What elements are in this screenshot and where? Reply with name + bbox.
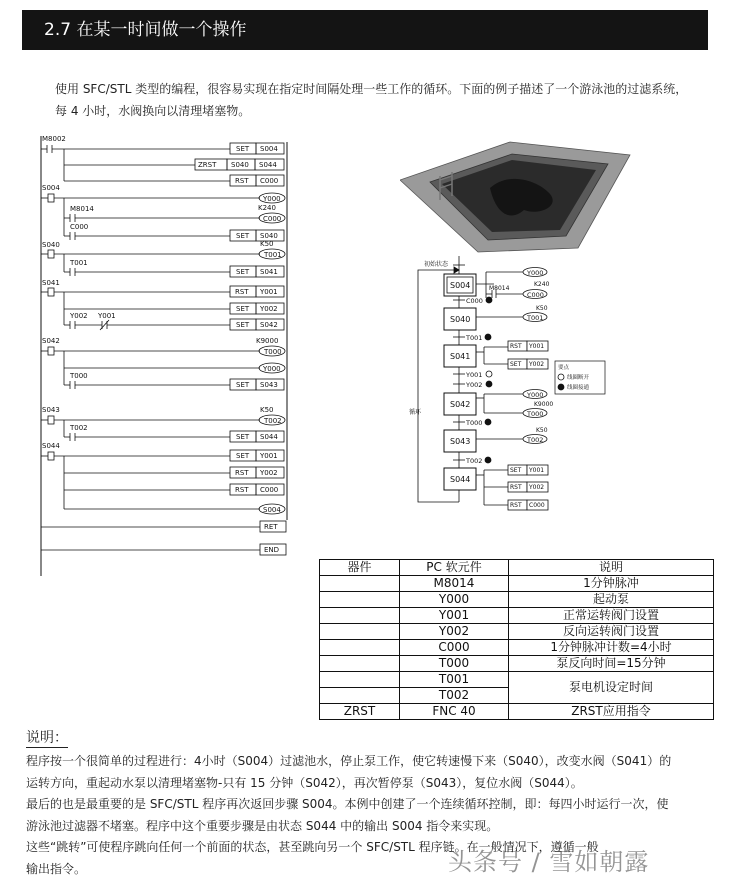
table-row xyxy=(320,624,714,640)
sfc-transition-y001: Y001 xyxy=(466,371,483,379)
sfc-const-k9000: K9000 xyxy=(534,401,554,408)
instr-set: SET xyxy=(236,452,250,460)
instr-operand: Y001 xyxy=(260,288,278,296)
instr-operand: S040 xyxy=(231,161,249,169)
watermark: 头条号 / 雪如朝露 xyxy=(448,848,650,876)
instr-operand: S040 xyxy=(260,232,278,240)
cell-device xyxy=(320,576,400,592)
instr-operand: S043 xyxy=(260,381,278,389)
instr-operand: Y002 xyxy=(260,469,278,477)
instr-set: SET xyxy=(236,321,250,329)
contact-label-y001: Y001 xyxy=(98,312,116,320)
rung-s004 xyxy=(41,184,285,241)
sfc-coil-t002: T002 xyxy=(527,436,544,444)
cell-element: FNC 40 xyxy=(400,704,509,720)
instr-operand: S041 xyxy=(260,268,278,276)
intro-line-1: 使用 SFC/STL 类型的编程，很容易实现在指定时间隔处理一些工作的循环。下面的例子描述了一个游泳池的过滤系统， xyxy=(55,82,688,96)
sfc-coil-y000: Y000 xyxy=(527,391,544,399)
header-desc: 说明 xyxy=(509,560,714,576)
sfc-step-s042: S042 xyxy=(450,400,471,409)
rung-s044 xyxy=(41,442,285,514)
cell-desc: 反向运转阀门设置 xyxy=(509,624,714,640)
instr-set: SET xyxy=(236,433,250,441)
cell-element: M8014 xyxy=(400,576,509,592)
coil-y000: Y000 xyxy=(263,365,281,373)
sfc-step-s043: S043 xyxy=(450,437,471,446)
table-row xyxy=(320,576,714,592)
sfc-operand: C000 xyxy=(529,502,545,509)
contact-label-y002: Y002 xyxy=(70,312,88,320)
cell-device xyxy=(320,656,400,672)
instr-operand: S044 xyxy=(259,161,277,169)
sfc-step-s004: S004 xyxy=(450,281,471,290)
const-k240: K240 xyxy=(258,204,276,212)
cell-device xyxy=(320,672,400,688)
instr-set: SET xyxy=(236,145,250,153)
const-k9000: K9000 xyxy=(256,337,279,345)
instr-operand: Y002 xyxy=(260,305,278,313)
section-header xyxy=(22,10,708,50)
instr-operand: S044 xyxy=(260,433,278,441)
coil-t001: T001 xyxy=(264,251,282,259)
cell-element: Y000 xyxy=(400,592,509,608)
explanation-line: 输出指令。 xyxy=(26,861,87,876)
instr-rst: RST xyxy=(235,469,249,477)
intro-line-2: 每 4 小时，水阀换向以清理堵塞物。 xyxy=(55,104,251,118)
cell-element: T002 xyxy=(400,688,509,704)
rung-s041 xyxy=(41,279,284,330)
table-row xyxy=(320,640,714,656)
cell-desc: 泵反向时间=15分钟 xyxy=(509,656,714,672)
sfc-const-k240: K240 xyxy=(534,281,550,288)
sfc-coil-t000: T000 xyxy=(527,410,544,418)
instr-operand: S004 xyxy=(260,145,278,153)
sfc-transition-c000: C000 xyxy=(466,297,483,305)
rung-s043 xyxy=(41,406,285,442)
cell-element: Y001 xyxy=(400,608,509,624)
sfc-instr-set: SET xyxy=(510,361,522,368)
sfc-transition-t002: T002 xyxy=(466,457,483,465)
explanation-title: 说明： xyxy=(26,730,68,746)
contact-label-m8014: M8014 xyxy=(70,205,94,213)
ladder-diagram xyxy=(38,130,298,578)
loop-label: 循环 xyxy=(409,409,422,416)
contact-label-s040: S040 xyxy=(42,241,60,249)
pool-illustration xyxy=(400,142,630,252)
coil-c000: C000 xyxy=(263,215,282,223)
coil-t000: T000 xyxy=(264,348,282,356)
sfc-instr-rst: RST xyxy=(510,502,522,509)
explanation-line: 运转方向，重起动水泵以清理堵塞物-只有 15 分钟（S042），再次暂停泵（S043），复位水阀（S044）。 xyxy=(26,775,583,790)
instr-set: SET xyxy=(236,232,250,240)
device-table xyxy=(319,559,714,720)
const-k50: K50 xyxy=(260,406,274,414)
header-device: 器件 xyxy=(320,560,400,576)
contact-label-s042: S042 xyxy=(42,337,60,345)
instr-end: END xyxy=(264,546,280,554)
sfc-contact-m8014: M8014 xyxy=(489,285,510,292)
instr-operand: Y001 xyxy=(260,452,278,460)
instr-operand: C000 xyxy=(260,486,279,494)
cell-desc: 正常运转阀门设置 xyxy=(509,608,714,624)
coil-s004: S004 xyxy=(263,506,281,514)
instr-operand: S042 xyxy=(260,321,278,329)
contact-label-s004: S004 xyxy=(42,184,60,192)
legend-title: 要点 xyxy=(558,365,570,371)
contact-label-t001: T001 xyxy=(70,259,88,267)
instr-zrst: ZRST xyxy=(198,161,217,169)
contact-label-s043: S043 xyxy=(42,406,60,414)
cell-desc: ZRST应用指令 xyxy=(509,704,714,720)
sfc-instr-set: SET xyxy=(510,467,522,474)
table-row xyxy=(320,608,714,624)
explanation-line: 这些“跳转”可使程序跳向任何一个前面的状态，甚至跳向另一个 SFC/STL 程序链。在一般情况下，遵循一般 xyxy=(26,840,599,854)
section-title: 2.7 在某一时间做一个操作 xyxy=(44,20,247,40)
sfc-operand: Y001 xyxy=(529,467,545,474)
instr-set: SET xyxy=(236,305,250,313)
const-k50: K50 xyxy=(260,240,274,248)
table-row xyxy=(320,656,714,672)
sfc-transition-y002: Y002 xyxy=(466,381,483,389)
cell-element: T001 xyxy=(400,672,509,688)
legend-open: 线圈断开 xyxy=(567,375,590,381)
cell-element: T000 xyxy=(400,656,509,672)
explanation-line: 游泳池过滤器不堵塞。程序中这个重要步骤是由状态 S044 中的输出 S004 指令来实现。 xyxy=(26,818,499,833)
sfc-operand: Y001 xyxy=(529,343,545,350)
cell-element: Y002 xyxy=(400,624,509,640)
sfc-coil-c000: C000 xyxy=(527,291,544,299)
cell-device xyxy=(320,640,400,656)
instr-rst: RST xyxy=(235,177,249,185)
contact-label-t000: T000 xyxy=(70,372,88,380)
explanation-line: 最后的也是最重要的是 SFC/STL 程序再次返回步骤 S004。本例中创建了一个连续循环控制，即：每四小时运行一次，使 xyxy=(26,797,669,811)
instr-set: SET xyxy=(236,268,250,276)
sfc-step-s044: S044 xyxy=(450,475,471,484)
cell-device xyxy=(320,608,400,624)
table-header-row xyxy=(320,560,714,576)
sfc-const-k50: K50 xyxy=(536,427,548,434)
rung-s040 xyxy=(41,240,285,277)
initial-state-label: 初始状态 xyxy=(424,261,449,268)
legend-closed: 线圈接通 xyxy=(567,385,590,391)
instr-operand: C000 xyxy=(260,177,279,185)
sfc-step-s041: S041 xyxy=(450,352,471,361)
rung-m8002 xyxy=(41,135,284,186)
cell-device xyxy=(320,688,400,704)
instr-rst: RST xyxy=(235,486,249,494)
cell-desc: 泵电机设定时间 xyxy=(509,672,714,704)
cell-desc: 1分钟脉冲 xyxy=(509,576,714,592)
sfc-operand: Y002 xyxy=(529,484,545,491)
header-element: PC 软元件 xyxy=(400,560,509,576)
cell-desc: 1分钟脉冲计数=4小时 xyxy=(509,640,714,656)
coil-t002: T002 xyxy=(264,417,282,425)
sfc-transition-t001: T001 xyxy=(466,334,483,342)
instr-ret: RET xyxy=(264,523,278,531)
contact-label-c000: C000 xyxy=(70,223,89,231)
explanation-line: 程序按一个很简单的过程进行：4小时（S004）过滤池水，停止泵工作，使它转速慢下来（S040），改变水阀（S041）的 xyxy=(26,754,672,768)
instr-set: SET xyxy=(236,381,250,389)
sfc-instr-rst: RST xyxy=(510,343,522,350)
sfc-coil-t001: T001 xyxy=(527,314,544,322)
cell-device xyxy=(320,624,400,640)
contact-label-m8002: M8002 xyxy=(42,135,66,143)
sfc-const-k50: K50 xyxy=(536,305,548,312)
table-row xyxy=(320,592,714,608)
contact-label-t002: T002 xyxy=(70,424,88,432)
sfc-diagram xyxy=(400,130,640,520)
cell-element: C000 xyxy=(400,640,509,656)
instr-rst: RST xyxy=(235,288,249,296)
table-row xyxy=(320,704,714,720)
cell-desc: 起动泵 xyxy=(509,592,714,608)
rung-s042 xyxy=(41,337,285,390)
coil-y000: Y000 xyxy=(263,195,281,203)
intro-paragraph xyxy=(55,78,715,122)
sfc-coil-y000: Y000 xyxy=(527,269,544,277)
cell-device xyxy=(320,592,400,608)
cell-device: ZRST xyxy=(320,704,400,720)
sfc-instr-rst: RST xyxy=(510,484,522,491)
table-row xyxy=(320,672,714,688)
contact-label-s044: S044 xyxy=(42,442,60,450)
sfc-step-s040: S040 xyxy=(450,315,471,324)
sfc-transition-t000: T000 xyxy=(466,419,483,427)
contact-label-s041: S041 xyxy=(42,279,60,287)
sfc-operand: Y002 xyxy=(529,361,545,368)
